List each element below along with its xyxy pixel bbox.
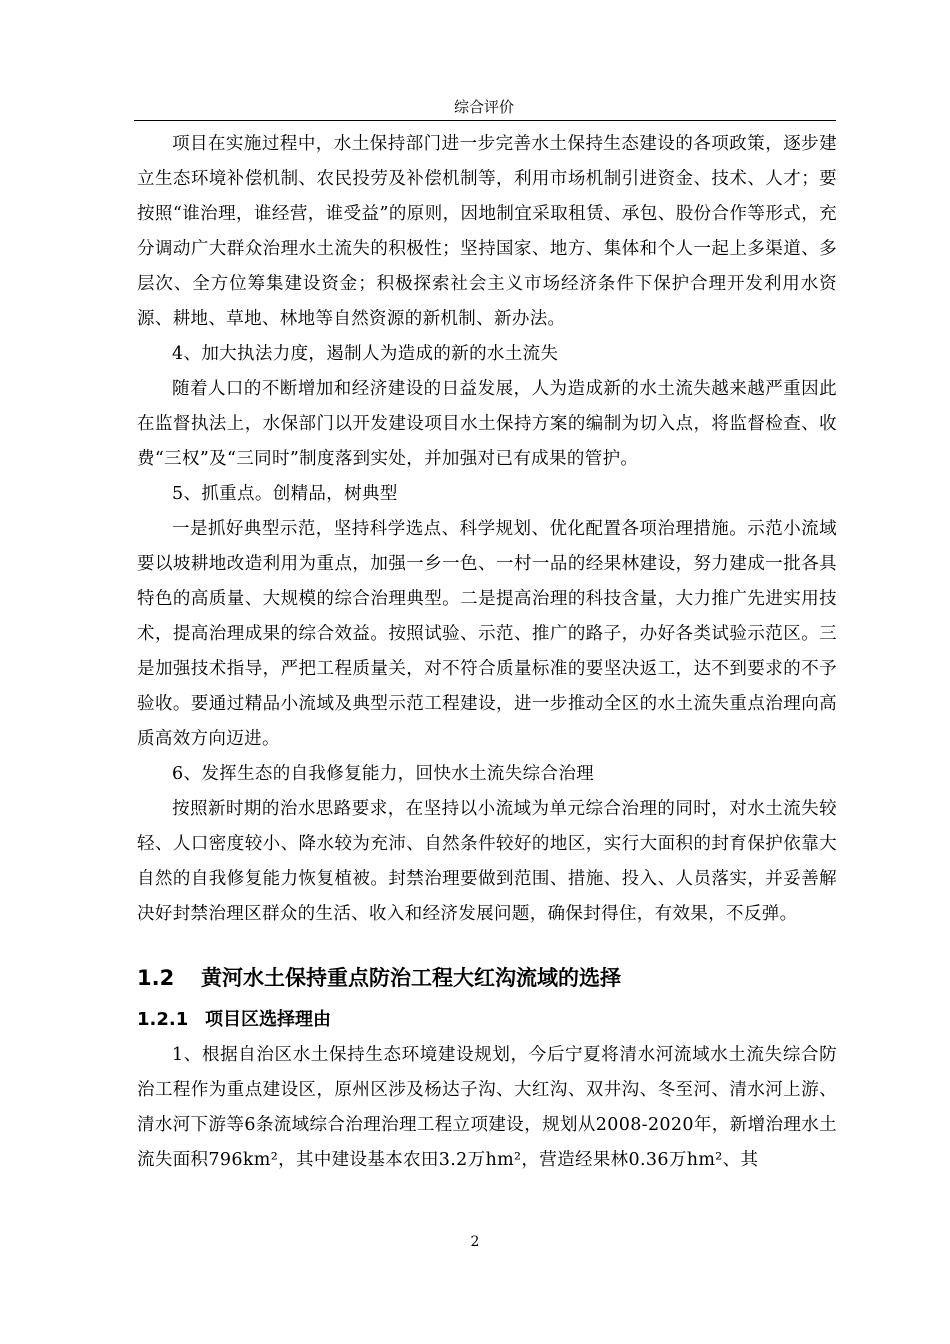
paragraph-reason-1: 1、根据自治区水土保持生态环境建设规划，今后宁夏将清水河流域水土流失综合防治工程作为重点建设区，原州区涉及杨达子沟、大红沟、双井沟、冬至河、清水河上游、清水河下游等6条流域综合治理治理工程立项建设，规划从2008-2020年，新增治理水土流失面积796km²，其中建设基本农田3.2万hm²，营造经果林0.36万hm²、其 [137,1045,837,1170]
header-rule [134,120,836,121]
section-title: 黄河水土保持重点防治工程大红沟流域的选择 [201,966,621,990]
paragraph-self-repair: 按照新时期的治水思路要求，在坚持以小流域为单元综合治理的同时，对水土流失较轻、人口密度较小、降水较为充沛、自然条件较好的地区，实行大面积的封育保护依靠大自然的自我修复能力恢复植被。封禁治理要做到范围、措施、投入、人员落实，并妥善解决好封禁治理区群众的生活、收入和经济发展问题，确保封得住，有效果，不反弹。 [137,799,837,924]
subsection-number: 1.2.1 [137,1009,189,1030]
body-content [137,127,837,1178]
subsection-heading [137,1002,837,1038]
paragraph-key-points: 一是抓好典型示范，坚持科学选点、科学规划、优化配置各项治理措施。示范小流域要以坡耕地改造利用为重点，加强一乡一色、一村一品的经果林建设，努力建成一批各具特色的高质量、大规模的综合治理典型。二是提高治理的科技含量，大力推广先进实用技术，提高治理成果的综合效益。按照试验、示范、推广的路子，办好各类试验示范区。三是加强技术指导，严把工程质量关，对不符合质量标准的要坚决返工，达不到要求的不予验收。要通过精品小流域及典型示范工程建设，进一步推动全区的水土流失重点治理向高质高效方向迈进。 [137,519,837,749]
section-heading [137,932,837,1002]
running-header: 综合评价 [453,98,514,116]
paragraph-policy: 项目在实施过程中，水土保持部门进一步完善水土保持生态建设的各项政策，逐步建立生态环境补偿机制、农民投劳及补偿机制等，利用市场机制引进资金、技术、人才；要按照“谁治理，谁经营，谁受益”的原则，因地制宜采取租赁、承包、股份合作等形式，充分调动广大群众治理水土流失的积极性；坚持国家、地方、集体和个人一起上多渠道、多层次、全方位筹集建设资金；积极探索社会主义市场经济条件下保护合理开发利用水资源、耕地、草地、林地等自然资源的新机制、新办法。 [137,134,837,329]
item-heading-enforcement: 4、加大执法力度，遏制人为造成的新的水土流失 [172,344,559,364]
subsection-title: 项目区选择理由 [205,1009,331,1030]
item-heading-self-repair: 6、发挥生态的自我修复能力，回快水土流失综合治理 [172,764,595,784]
section-number: 1.2 [137,966,175,990]
item-heading-key-points: 5、抓重点。创精品，树典型 [172,484,398,504]
paragraph-enforcement: 随着人口的不断增加和经济建设的日益发展，人为造成新的水土流失越来越严重因此在监督执法上，水保部门以开发建设项目水土保持方案的编制为切入点，将监督检查、收费“三权”及“三同时”制度落到实处，并加强对已有成果的管护。 [137,379,837,469]
page-number: 2 [470,1234,480,1250]
